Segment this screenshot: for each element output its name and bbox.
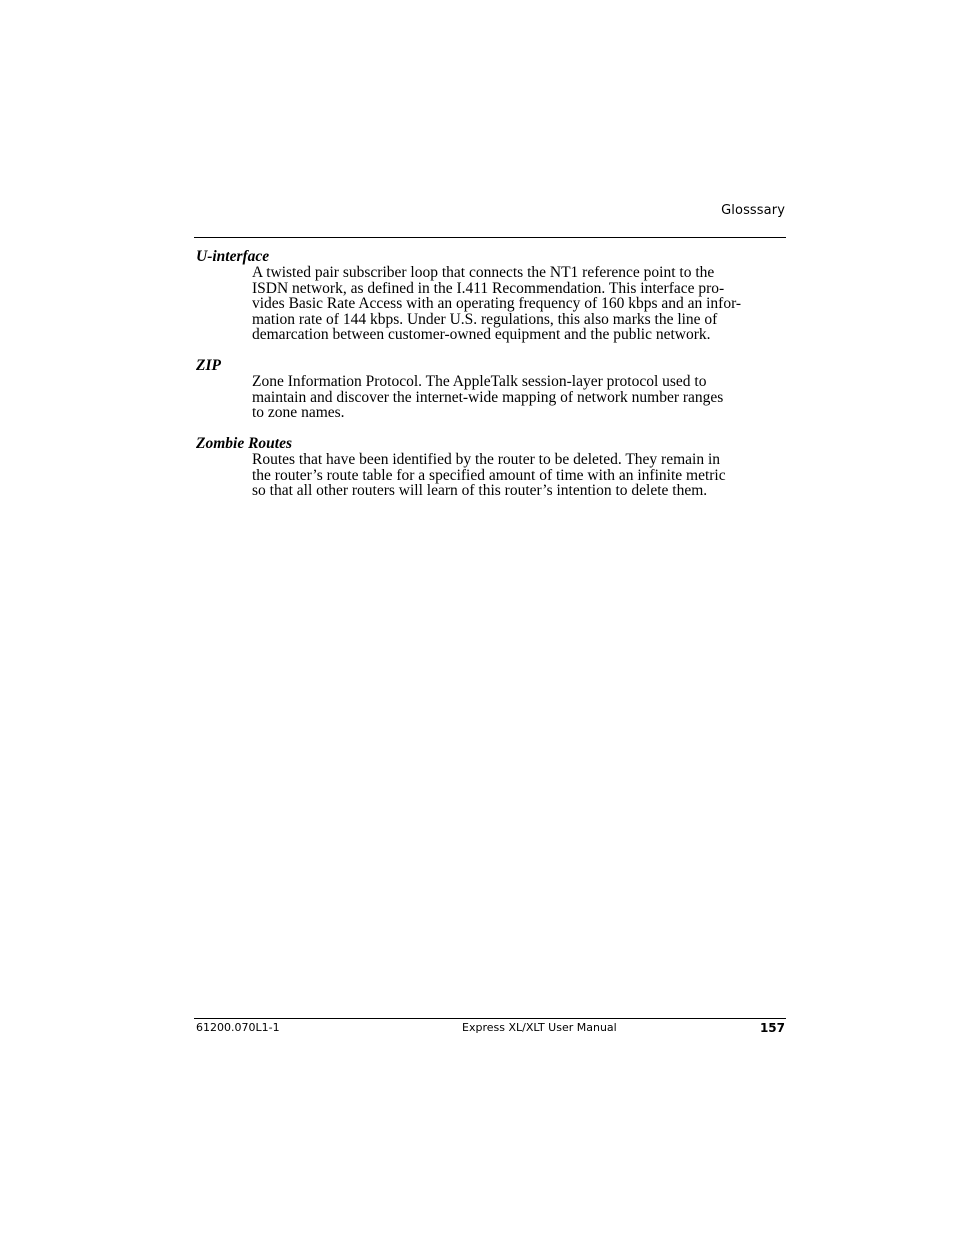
- glossary-definition: [252, 374, 792, 421]
- definition-line: demarcation between customer-owned equipment and the public network.: [252, 326, 711, 344]
- definition-line: Routes that have been identified by the router to be deleted. They remain in: [252, 451, 721, 468]
- glossary-term: ZIP: [196, 357, 221, 374]
- glossary-definition: [252, 265, 792, 343]
- header-rule: [194, 237, 786, 238]
- definition-line: to zone names.: [252, 404, 345, 422]
- manual-title: Express XL/XLT User Manual: [462, 1021, 617, 1034]
- footer-rule: [194, 1018, 786, 1019]
- definition-line: the router’s route table for a specified amount of time with an infinite metric: [252, 466, 726, 484]
- glossary-definition: [252, 452, 792, 499]
- running-header: Glosssary: [721, 203, 785, 218]
- definition-line: vides Basic Rate Access with an operating frequency of 160 kbps and an infor-: [252, 295, 742, 313]
- definition-line: ISDN network, as defined in the I.411 Recommendation. This interface pro-: [252, 279, 725, 297]
- definition-line: maintain and discover the internet-wide mapping of network number ranges: [252, 388, 724, 406]
- definition-line: mation rate of 144 kbps. Under U.S. regulations, this also marks the line of: [252, 310, 718, 328]
- definition-line: so that all other routers will learn of this router’s intention to delete them.: [252, 482, 708, 500]
- glossary-term: U-interface: [196, 248, 270, 265]
- document-number: 61200.070L1-1: [196, 1021, 280, 1034]
- definition-line: Zone Information Protocol. The AppleTalk session-layer protocol used to: [252, 373, 707, 390]
- glossary-term: Zombie Routes: [196, 435, 293, 452]
- definition-line: A twisted pair subscriber loop that connects the NT1 reference point to the: [252, 264, 715, 281]
- page-number: 157: [759, 1021, 785, 1035]
